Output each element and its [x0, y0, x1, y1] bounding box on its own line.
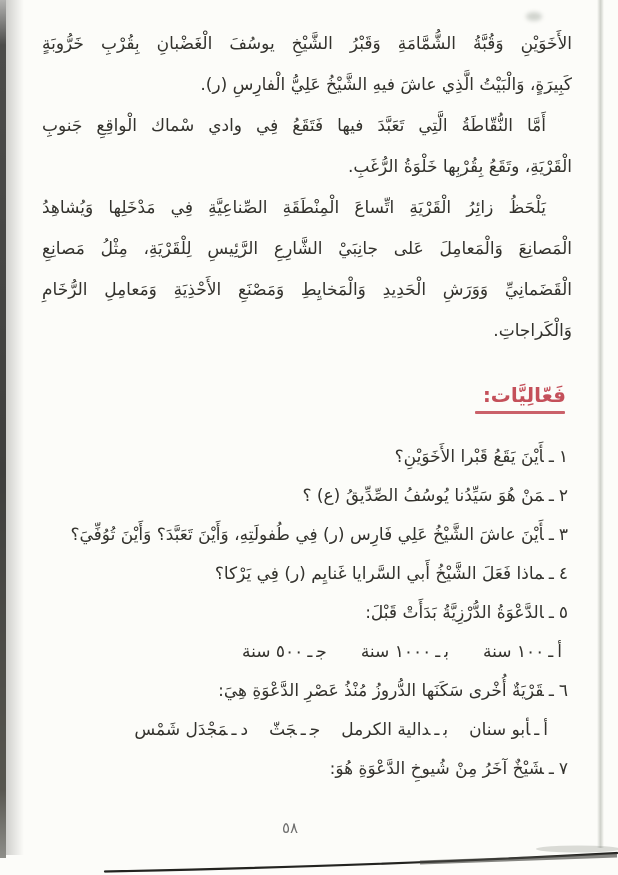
option-text: ١٠٠ سنة	[482, 642, 545, 662]
option-text: ٥٠٠ سنة	[242, 642, 304, 662]
body-line: كَبِيرَةٍ، وَالْبَيْتُ الَّذِي عاشَ فيهِ الشَّيْخُ عَلِيُّ الْفارِسِ (ر).	[200, 75, 572, 95]
option-letter: د	[240, 720, 249, 740]
option-b	[341, 711, 448, 750]
option-c	[242, 633, 327, 672]
question-text: ماذا فَعَلَ الشَّيْخُ أَبي السَّرايا غَنايِم (ر) فِي يَرْكا؟	[214, 564, 544, 584]
option-text: أبو سنان	[469, 720, 531, 740]
dash: ـ	[307, 642, 313, 662]
option-text: جَثّ	[269, 720, 297, 740]
question-text: الدَّعْوَةُ الدُّرْزِيَّةُ بَدَأَتْ قَبْلَ:	[365, 603, 544, 623]
scan-smudge	[526, 12, 542, 21]
red-underline	[475, 411, 565, 414]
dash: ـ	[300, 720, 306, 740]
option-text: مَجْدَل شَمْس	[134, 720, 228, 740]
question-number: ٣	[558, 525, 568, 545]
scan-left-edge-shadow	[6, 0, 24, 855]
question-text: قَرْيَةٌ أُخْرى سَكَنَها الدُّروزُ مُنْذُ عَصْرِ الدَّعْوَةِ هِيَ:	[218, 681, 544, 701]
option-letter: ج	[309, 720, 321, 740]
question-number: ٦	[558, 681, 568, 701]
option-text: ١٠٠٠ سنة	[360, 642, 432, 662]
option-c	[269, 711, 320, 750]
dash: ـ	[548, 564, 554, 584]
option-b	[361, 633, 449, 672]
dash: ـ	[548, 603, 554, 623]
dash: ـ	[548, 642, 554, 662]
dash: ـ	[548, 486, 554, 506]
dash: ـ	[548, 447, 554, 467]
option-letter: أ	[543, 720, 548, 740]
dash: ـ	[548, 681, 554, 701]
question-6	[30, 672, 568, 711]
dash: ـ	[548, 525, 554, 545]
question-5-options	[30, 633, 568, 672]
body-line: وَالْكَراجاتِ.	[493, 321, 572, 341]
question-6-options	[30, 711, 568, 750]
question-text: مَنْ هُوَ سَيِّدُنا يُوسُفُ الصِّدِّيقُ (ع) ؟	[302, 486, 544, 506]
body-line: الْمَصانِعَ وَالْمَعامِلَ عَلى جانِبَيْ الشَّارِعِ الرَّئِيسِ لِلْقَرْيَةِ، مِثْلُ مَصانِعِ	[42, 239, 572, 259]
question-text: أَيْنَ يَقَعُ قَبْرا الأَخَوَيْنِ؟	[394, 447, 544, 467]
question-7	[30, 750, 568, 789]
option-d	[134, 711, 248, 750]
body-line: يَلْحَظُ زائِرُ الْقَرْيَةِ اتِّساعَ الْمِنْطَقَةِ الصِّناعِيَّةِ فِي مَدْخَلِها وَيُشاهِدُ	[42, 198, 546, 218]
question-text: شَيْخٌ آخَرُ مِنْ شُيوخِ الدَّعْوَةِ هُوَ:	[329, 759, 544, 779]
option-letter: ج	[316, 642, 327, 662]
body-line: أَمَّا النُّقّاطَةُ الَّتِي تَعَبَّدَ فيها فَتَقَعُ فِي وادي سْماك الْواقِعِ جَنوبِ	[42, 116, 546, 136]
question-5	[30, 594, 568, 633]
body-line: الأَخَوَيْنِ وَقُبَّةُ الشُّمَّامَةِ وَقَبْرُ الشَّيْخِ يوسُفَ الْغَضْبانِ بِقُرْبِ خَرُّوبَةٍ	[42, 34, 572, 54]
option-letter: أ	[557, 642, 562, 662]
question-number: ١	[558, 447, 568, 467]
dash: ـ	[534, 720, 540, 740]
question-text: أَيْنَ عاشَ الشَّيْخُ عَلِي فَارِس (ر) فِي طُفولَتِهِ، وَأَيْنَ تَعَبَّدَ؟ وَأَيْنَ تُوُفِّيَ؟	[70, 525, 544, 545]
question-3	[30, 516, 568, 555]
dash: ـ	[548, 759, 554, 779]
body-line: الْقَرْيَةِ، وتَقَعُ بِقُرْبِها خَلْوَةُ الرُّغَبِ.	[348, 157, 572, 177]
dash: ـ	[435, 642, 441, 662]
body-line: الْقَضَمانِيِّ وَوَرَشِ الْحَدِيدِ وَالْمَخايِطِ وَمَصْنَعِ الأَحْذِيَةِ وَمَعامِلِ الرُّخَامِ	[42, 280, 572, 300]
activities-title: فَعّالِيَّات:	[482, 383, 566, 407]
question-4	[30, 555, 568, 594]
activities-header	[475, 383, 566, 414]
dash: ـ	[434, 720, 440, 740]
body-text	[42, 24, 572, 352]
dash: ـ	[231, 720, 237, 740]
option-text: دالية الكرمل	[341, 720, 431, 740]
question-2	[30, 477, 568, 516]
page-right-edge-crease	[597, 0, 604, 848]
question-number: ٧	[558, 759, 568, 779]
question-number: ٢	[558, 486, 568, 506]
option-a	[469, 711, 548, 750]
questions-list	[30, 438, 568, 789]
question-number: ٥	[558, 603, 568, 623]
question-1	[30, 438, 568, 477]
option-a	[483, 633, 562, 672]
question-number: ٤	[558, 564, 568, 584]
page-number: ٥٨	[281, 819, 299, 837]
option-letter: ب	[443, 720, 449, 740]
option-letter: ب	[444, 642, 449, 662]
